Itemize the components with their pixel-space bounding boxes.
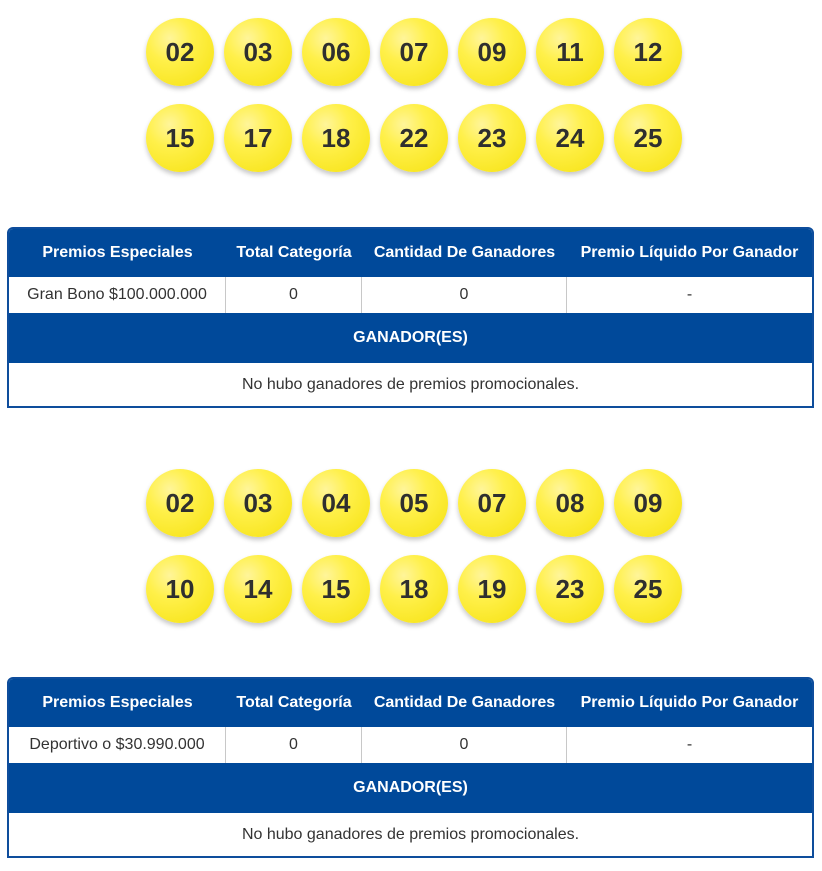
balls-row-2 (146, 104, 682, 172)
winners-message-row (9, 363, 812, 406)
header-premio-liquido: Premio Líquido Por Ganador (567, 679, 812, 727)
header-cantidad-ganadores: Cantidad De Ganadores (362, 679, 567, 727)
number-ball: 15 (146, 104, 214, 172)
header-premios-especiales: Premios Especiales (9, 229, 226, 277)
number-ball: 14 (224, 555, 292, 623)
number-ball: 15 (302, 555, 370, 623)
prize-name-cell: Gran Bono $100.000.000 (9, 277, 226, 313)
number-ball: 25 (614, 104, 682, 172)
winners-header-row (9, 313, 812, 363)
number-ball: 09 (614, 469, 682, 537)
number-ball: 11 (536, 18, 604, 86)
number-ball: 06 (302, 18, 370, 86)
header-premios-especiales: Premios Especiales (9, 679, 226, 727)
number-ball: 24 (536, 104, 604, 172)
number-ball: 18 (380, 555, 448, 623)
draw-section-1 (0, 0, 822, 172)
number-ball: 22 (380, 104, 448, 172)
number-ball: 02 (146, 18, 214, 86)
draw-section-2 (0, 451, 822, 623)
net-prize-cell: - (567, 727, 812, 763)
special-prizes-table (7, 677, 814, 858)
table-header-row (9, 229, 812, 277)
number-ball: 02 (146, 469, 214, 537)
winners-count-cell: 0 (362, 277, 567, 313)
number-ball: 07 (380, 18, 448, 86)
result-balls (0, 0, 822, 172)
number-ball: 03 (224, 18, 292, 86)
total-category-cell: 0 (226, 277, 362, 313)
number-ball: 09 (458, 18, 526, 86)
winners-header-row (9, 763, 812, 813)
number-ball: 25 (614, 555, 682, 623)
number-ball: 05 (380, 469, 448, 537)
header-total-categoria: Total Categoría (226, 679, 362, 727)
table-header-row (9, 679, 812, 727)
winners-message-row (9, 813, 812, 856)
result-balls (0, 451, 822, 623)
winners-header: GANADOR(ES) (9, 313, 812, 363)
balls-row-1 (146, 469, 682, 537)
balls-row-1 (146, 18, 682, 86)
winners-count-cell: 0 (362, 727, 567, 763)
number-ball: 08 (536, 469, 604, 537)
number-ball: 10 (146, 555, 214, 623)
table-row (9, 277, 812, 313)
header-total-categoria: Total Categoría (226, 229, 362, 277)
number-ball: 04 (302, 469, 370, 537)
header-premio-liquido: Premio Líquido Por Ganador (567, 229, 812, 277)
special-prizes-table (7, 227, 814, 408)
table-row (9, 727, 812, 763)
number-ball: 07 (458, 469, 526, 537)
number-ball: 18 (302, 104, 370, 172)
number-ball: 19 (458, 555, 526, 623)
net-prize-cell: - (567, 277, 812, 313)
winners-header: GANADOR(ES) (9, 763, 812, 813)
number-ball: 23 (458, 104, 526, 172)
winners-message: No hubo ganadores de premios promocionales. (9, 813, 812, 856)
header-cantidad-ganadores: Cantidad De Ganadores (362, 229, 567, 277)
number-ball: 17 (224, 104, 292, 172)
balls-row-2 (146, 555, 682, 623)
number-ball: 23 (536, 555, 604, 623)
winners-message: No hubo ganadores de premios promocionales. (9, 363, 812, 406)
prize-name-cell: Deportivo o $30.990.000 (9, 727, 226, 763)
number-ball: 03 (224, 469, 292, 537)
total-category-cell: 0 (226, 727, 362, 763)
number-ball: 12 (614, 18, 682, 86)
